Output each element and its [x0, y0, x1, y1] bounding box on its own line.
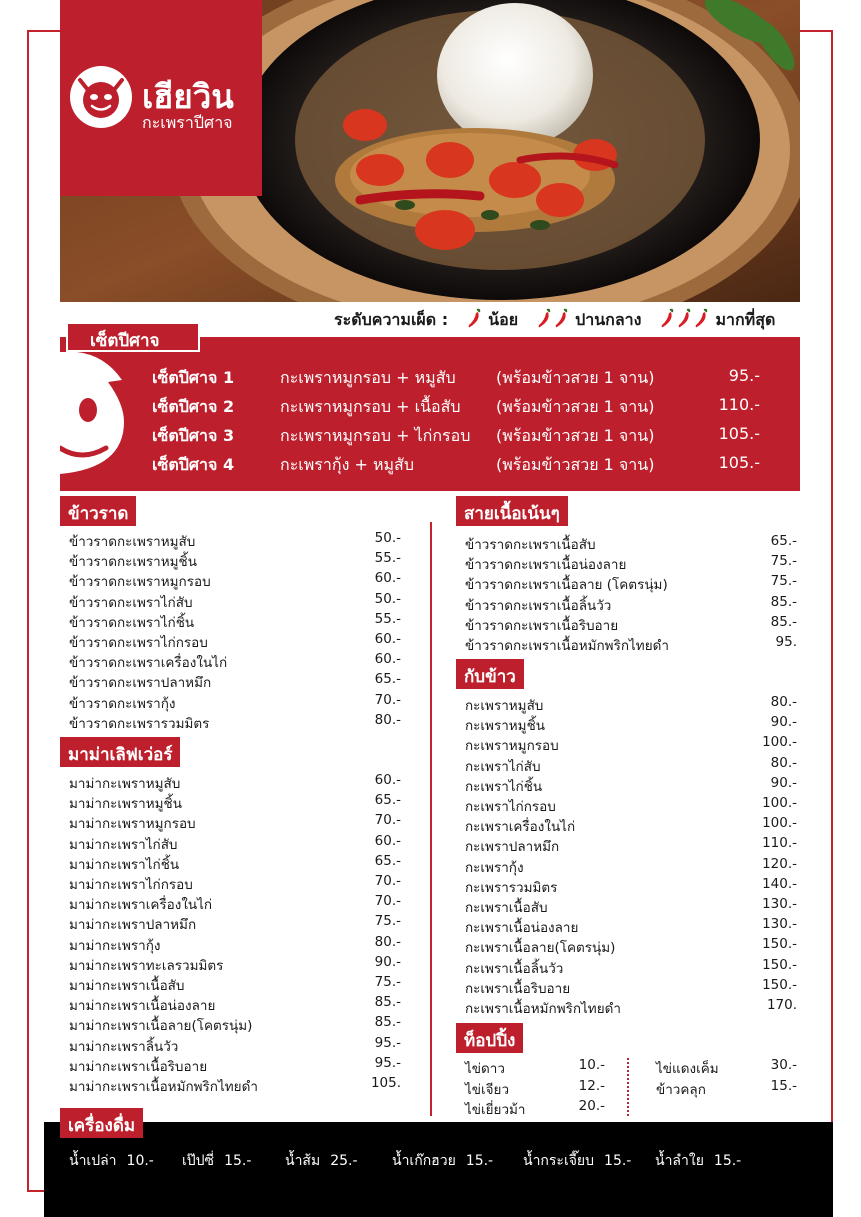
- menu-item: [69, 1014, 401, 1034]
- menu-item: [465, 1098, 605, 1118]
- menu-item: [656, 1078, 797, 1098]
- menu-item-price: 60.-: [374, 832, 401, 849]
- menu-item-price: 70.-: [374, 812, 401, 829]
- menu-item-name: ข้าวราดกะเพราเนื้อลิ้นวัว: [465, 597, 612, 614]
- menu-item: [69, 1035, 401, 1055]
- menu-item-price: 100.-: [762, 795, 797, 811]
- menu-item-name: กะเพราหมูกรอบ: [465, 738, 559, 755]
- menu-item: [69, 611, 401, 631]
- drink-item: [392, 1150, 493, 1172]
- menu-item: [465, 634, 797, 654]
- menu-item-name: ข้าวราดกะเพราหมูชิ้น: [69, 554, 197, 571]
- chili-icon: [553, 308, 569, 332]
- menu-item: [465, 553, 797, 573]
- chili-icon: [693, 308, 709, 332]
- set-rice-note: (พร้อมข้าวสวย 1 จาน): [496, 368, 655, 387]
- menu-item-price: 100.-: [762, 815, 797, 832]
- menu-item: [465, 755, 797, 775]
- set-item: [152, 395, 772, 421]
- menu-item-price: 110.-: [762, 835, 797, 852]
- menu-item-price: 150.-: [762, 956, 797, 973]
- menu-item-name: กะเพราเนื้อริบอาย: [465, 980, 571, 997]
- menu-item-name: ข้าวราดกะเพราเนื้อลาย (โคตรนุ่ม): [465, 577, 668, 594]
- toppings-heading: ท็อปปิ้ง: [456, 1023, 523, 1053]
- set-desc: กะเพราหมูกรอบ + เนื้อสับ: [280, 397, 461, 416]
- menu-item-price: 15.-: [770, 1077, 797, 1094]
- menu-item-price: 150.-: [762, 976, 797, 993]
- toppings-divider: [627, 1058, 629, 1116]
- menu-item-price: 130.-: [762, 896, 797, 912]
- beef-heading: สายเนื้อเน้นๆ: [456, 496, 568, 526]
- drink-price: 25.-: [330, 1153, 358, 1169]
- drink-name: น้ำลำใย: [655, 1153, 704, 1169]
- drink-item: [69, 1150, 154, 1172]
- menu-item-name: มาม่ากะเพราหมูกรอบ: [69, 816, 196, 833]
- menu-item-name: มาม่ากะเพราไก่กรอบ: [69, 877, 193, 893]
- menu-item: [69, 570, 401, 590]
- menu-item: [465, 714, 797, 734]
- menu-item-price: 65.-: [770, 533, 797, 549]
- menu-item-price: 75.-: [374, 974, 401, 990]
- menu-item: [465, 916, 797, 936]
- menu-item-price: 20.-: [578, 1098, 605, 1114]
- menu-item-name: ข้าวราดกะเพราเนื้อน่องลาย: [465, 557, 627, 574]
- menu-item-name: ไข่เยี่ยวม้า: [465, 1102, 526, 1118]
- menu-item-name: มาม่ากะเพราไก่สับ: [69, 836, 178, 853]
- spice-level-high: มากที่สุด: [715, 309, 776, 329]
- menu-item-price: 75.-: [770, 573, 797, 590]
- menu-item-price: 60.-: [374, 570, 401, 587]
- set-item: [152, 424, 772, 450]
- menu-item-name: ข้าวราดกะเพรารวมมิตร: [69, 715, 210, 732]
- menu-item-price: 65.-: [374, 852, 401, 869]
- drink-item: [182, 1150, 251, 1172]
- set-price: 95.-: [728, 366, 760, 385]
- spice-level-medium: ปานกลาง: [575, 309, 642, 329]
- menu-item: [465, 775, 797, 795]
- menu-item-name: ข้าวราดกะเพราเนื้อสับ: [465, 537, 596, 553]
- menu-item-price: 80.-: [770, 754, 797, 771]
- menu-item: [69, 550, 401, 570]
- menu-item-price: 60.-: [374, 631, 401, 647]
- drink-price: 15.-: [224, 1153, 252, 1169]
- menu-item-name: กะเพราหมูชิ้น: [465, 718, 545, 735]
- menu-item-name: ข้าวราดกะเพราไก่กรอบ: [69, 635, 208, 651]
- spice-level-legend: [334, 309, 775, 331]
- menu-item-name: ข้าวราดกะเพราเครื่องในไก่: [69, 655, 228, 672]
- menu-item-name: กะเพราเนื้อลาย(โคตรนุ่ม): [465, 940, 616, 957]
- menu-item-price: 30.-: [770, 1057, 797, 1073]
- column-divider: [430, 522, 432, 1116]
- set-rice-note: (พร้อมข้าวสวย 1 จาน): [496, 397, 655, 416]
- menu-item-name: กะเพราเครื่องในไก่: [465, 819, 576, 836]
- menu-item-price: 140.-: [762, 875, 797, 892]
- menu-item: [69, 712, 401, 732]
- menu-item: [69, 651, 401, 671]
- menu-item-price: 60.-: [374, 651, 401, 668]
- drink-name: น้ำเก๊กฮวย: [392, 1153, 456, 1169]
- menu-item-name: กะเพราเนื้อสับ: [465, 900, 548, 916]
- menu-item-price: 70.-: [374, 873, 401, 889]
- menu-item-name: ไข่ดาว: [465, 1061, 505, 1077]
- menu-item: [69, 893, 401, 913]
- menu-item-name: ข้าวราดกะเพราเนื้อริบอาย: [465, 617, 619, 634]
- menu-item-price: 95.-: [374, 1054, 401, 1071]
- menu-item: [465, 896, 797, 916]
- menu-item: [465, 1078, 605, 1098]
- menu-item: [69, 671, 401, 691]
- menu-item-name: ข้าวราดกะเพราปลาหมึก: [69, 675, 212, 692]
- menu-item-price: 105.: [370, 1075, 401, 1091]
- chili-icon: [466, 308, 482, 332]
- brand-logo-panel: [60, 0, 262, 196]
- menu-item: [69, 853, 401, 873]
- menu-item-name: มาม่ากะเพราทะเลรวมมิตร: [69, 957, 224, 974]
- menu-item: [465, 795, 797, 815]
- menu-item-price: 10.-: [578, 1057, 605, 1073]
- menu-item: [69, 1075, 401, 1095]
- menu-item: [465, 533, 797, 553]
- set-desc: กะเพรากุ้ง + หมูสับ: [280, 455, 414, 474]
- chili-icon-group-3: [659, 308, 709, 332]
- menu-item-name: มาม่ากะเพราไก่ชิ้น: [69, 856, 180, 873]
- drink-name: น้ำส้ม: [285, 1153, 321, 1169]
- menu-item: [69, 934, 401, 954]
- chili-icon-group-1: [466, 308, 482, 332]
- menu-item: [465, 856, 797, 876]
- menu-item-name: มาม่ากะเพราเนื้อลาย(โคตรนุ่ม): [69, 1018, 253, 1035]
- menu-item-price: 80.-: [374, 933, 401, 950]
- set-desc: กะเพราหมูกรอบ + หมูสับ: [280, 368, 456, 387]
- menu-item: [465, 835, 797, 855]
- menu-item-price: 85.-: [770, 613, 797, 630]
- menu-item: [465, 734, 797, 754]
- set-price: 105.-: [718, 424, 760, 443]
- drink-name: เป๊ปซี่: [182, 1153, 215, 1169]
- menu-item: [465, 936, 797, 956]
- side-dishes-heading: กับข้าว: [456, 659, 524, 689]
- drinks-heading: เครื่องดื่ม: [60, 1108, 143, 1138]
- drink-item: [523, 1150, 631, 1172]
- menu-item: [69, 873, 401, 893]
- drink-item: [655, 1150, 741, 1172]
- menu-item-name: กะเพราไก่สับ: [465, 758, 541, 775]
- menu-item-price: 80.-: [374, 711, 401, 728]
- menu-item-price: 85.-: [374, 994, 401, 1011]
- menu-item-name: มาม่ากะเพราเนื้อสับ: [69, 978, 185, 994]
- drink-name: น้ำกระเจี๊ยบ: [523, 1153, 595, 1169]
- chili-icon: [659, 308, 675, 332]
- menu-item-name: ไข่แดงเค็ม: [656, 1061, 719, 1077]
- menu-item: [465, 997, 797, 1017]
- set-menu-heading: เซ็ตปีศาจ: [66, 322, 200, 352]
- menu-item: [465, 957, 797, 977]
- menu-item-price: 85.-: [374, 1014, 401, 1031]
- menu-item-price: 85.-: [770, 593, 797, 610]
- menu-item-price: 70.-: [374, 893, 401, 910]
- menu-item: [69, 833, 401, 853]
- menu-item: [69, 974, 401, 994]
- menu-item: [69, 530, 401, 550]
- chili-icon: [536, 308, 552, 332]
- menu-item: [465, 977, 797, 997]
- menu-item-price: 130.-: [762, 916, 797, 933]
- menu-item-name: มาม่ากะเพราหมูสับ: [69, 776, 181, 792]
- menu-item: [69, 631, 401, 651]
- menu-item-name: มาม่ากะเพราลิ้นวัว: [69, 1038, 179, 1055]
- menu-item-name: ข้าวราดกะเพราหมูกรอบ: [69, 574, 211, 591]
- menu-item-name: ข้าวราดกะเพราหมูสับ: [69, 534, 196, 550]
- menu-item-price: 60.-: [374, 772, 401, 788]
- drink-price: 15.-: [465, 1153, 494, 1169]
- menu-item-price: 55.-: [374, 550, 401, 567]
- menu-item-price: 90.-: [770, 774, 797, 791]
- menu-item: [69, 1055, 401, 1075]
- menu-item: [69, 792, 401, 812]
- set-name: เซ็ตปีศาจ 1: [152, 368, 235, 387]
- menu-item-name: ข้าวราดกะเพรากุ้ง: [69, 695, 176, 712]
- menu-item-price: 55.-: [374, 610, 401, 627]
- menu-item-price: 95.-: [374, 1034, 401, 1051]
- menu-item-price: 70.-: [374, 691, 401, 708]
- menu-item-name: กะเพรากุ้ง: [465, 859, 524, 876]
- set-rice-note: (พร้อมข้าวสวย 1 จาน): [496, 426, 655, 445]
- menu-item: [465, 614, 797, 634]
- drink-name: น้ำเปล่า: [69, 1153, 117, 1169]
- mama-heading: มาม่าเลิฟเว่อร์: [60, 737, 180, 767]
- menu-item: [465, 694, 797, 714]
- chili-icon: [676, 308, 692, 332]
- menu-item: [69, 772, 401, 792]
- set-rice-note: (พร้อมข้าวสวย 1 จาน): [496, 455, 655, 474]
- menu-item: [656, 1057, 797, 1077]
- menu-item-price: 90.-: [770, 714, 797, 731]
- menu-item-name: กะเพราไก่ชิ้น: [465, 778, 543, 795]
- set-name: เซ็ตปีศาจ 4: [152, 455, 235, 474]
- menu-item-name: กะเพราเนื้อหมักพริกไทยดำ: [465, 1001, 621, 1017]
- drink-item: [285, 1150, 358, 1172]
- set-name: เซ็ตปีศาจ 2: [152, 397, 235, 416]
- menu-item-price: 75.-: [770, 553, 797, 570]
- menu-item: [69, 913, 401, 933]
- menu-item-name: มาม่ากะเพราหมูชิ้น: [69, 796, 182, 813]
- menu-item-price: 80.-: [770, 694, 797, 710]
- menu-item-name: มาม่ากะเพราเครื่องในไก่: [69, 897, 213, 914]
- menu-item: [69, 812, 401, 832]
- menu-item-name: ข้าวราดกะเพราเนื้อหมักพริกไทยดำ: [465, 638, 669, 654]
- chili-icon-group-2: [536, 308, 569, 332]
- menu-item: [465, 1057, 605, 1077]
- menu-item: [69, 591, 401, 611]
- set-name: เซ็ตปีศาจ 3: [152, 426, 235, 445]
- menu-item: [69, 692, 401, 712]
- menu-item-price: 120.-: [762, 855, 797, 872]
- set-price: 110.-: [718, 395, 760, 414]
- menu-item-price: 90.-: [374, 953, 401, 970]
- menu-item-name: กะเพราไก่กรอบ: [465, 799, 556, 815]
- set-item: [152, 366, 772, 392]
- menu-item: [69, 994, 401, 1014]
- menu-item-price: 150.-: [762, 936, 797, 953]
- menu-item-name: มาม่ากะเพราเนื้อน่องลาย: [69, 998, 216, 1015]
- menu-item-name: ไข่เจียว: [465, 1081, 510, 1098]
- brand-tagline: กะเพราปีศาจ: [142, 113, 233, 132]
- menu-item-price: 170.: [766, 997, 797, 1013]
- menu-item-name: กะเพราเนื้อลิ้นวัว: [465, 960, 564, 977]
- menu-item-name: มาม่ากะเพราเนื้อหมักพริกไทยดำ: [69, 1079, 258, 1095]
- menu-item: [465, 815, 797, 835]
- menu-item-price: 65.-: [374, 792, 401, 809]
- menu-item-name: มาม่ากะเพรากุ้ง: [69, 937, 161, 954]
- spice-level-low: น้อย: [488, 309, 519, 329]
- menu-item: [465, 876, 797, 896]
- menu-item-price: 100.-: [762, 734, 797, 751]
- menu-item-name: กะเพราเนื้อน่องลาย: [465, 920, 579, 937]
- drink-price: 15.-: [713, 1153, 742, 1169]
- set-item: [152, 453, 772, 479]
- menu-item: [465, 594, 797, 614]
- menu-item-price: 95.: [775, 634, 797, 650]
- menu-item: [465, 573, 797, 593]
- devil-mascot-icon: [60, 352, 128, 474]
- rice-dishes-heading: ข้าวราด: [60, 496, 136, 526]
- drink-price: 15.-: [604, 1153, 632, 1169]
- set-price: 105.-: [718, 453, 760, 472]
- menu-item-name: ข้าวราดกะเพราไก่ชิ้น: [69, 614, 195, 631]
- menu-item-price: 50.-: [374, 530, 401, 546]
- menu-item-price: 12.-: [578, 1077, 605, 1094]
- menu-item-name: ข้าวราดกะเพราไก่สับ: [69, 594, 193, 611]
- menu-item-price: 65.-: [374, 671, 401, 688]
- menu-item-name: กะเพราหมูสับ: [465, 698, 544, 714]
- menu-item-name: กะเพรารวมมิตร: [465, 879, 558, 896]
- drink-price: 10.-: [126, 1153, 154, 1169]
- brand-name: เฮียวิน: [142, 77, 234, 116]
- menu-item-name: มาม่ากะเพราปลาหมึก: [69, 917, 197, 934]
- menu-item-price: 75.-: [374, 913, 401, 930]
- menu-item: [69, 954, 401, 974]
- menu-item-name: มาม่ากะเพราเนื้อริบอาย: [69, 1058, 208, 1075]
- devil-face-icon: [70, 66, 132, 128]
- set-desc: กะเพราหมูกรอบ + ไก่กรอบ: [280, 426, 471, 445]
- menu-item-name: ข้าวคลุก: [656, 1081, 706, 1098]
- menu-item-name: กะเพราปลาหมึก: [465, 839, 560, 856]
- menu-item-price: 50.-: [374, 590, 401, 607]
- spice-legend-title: ระดับความเผ็ด :: [334, 309, 449, 329]
